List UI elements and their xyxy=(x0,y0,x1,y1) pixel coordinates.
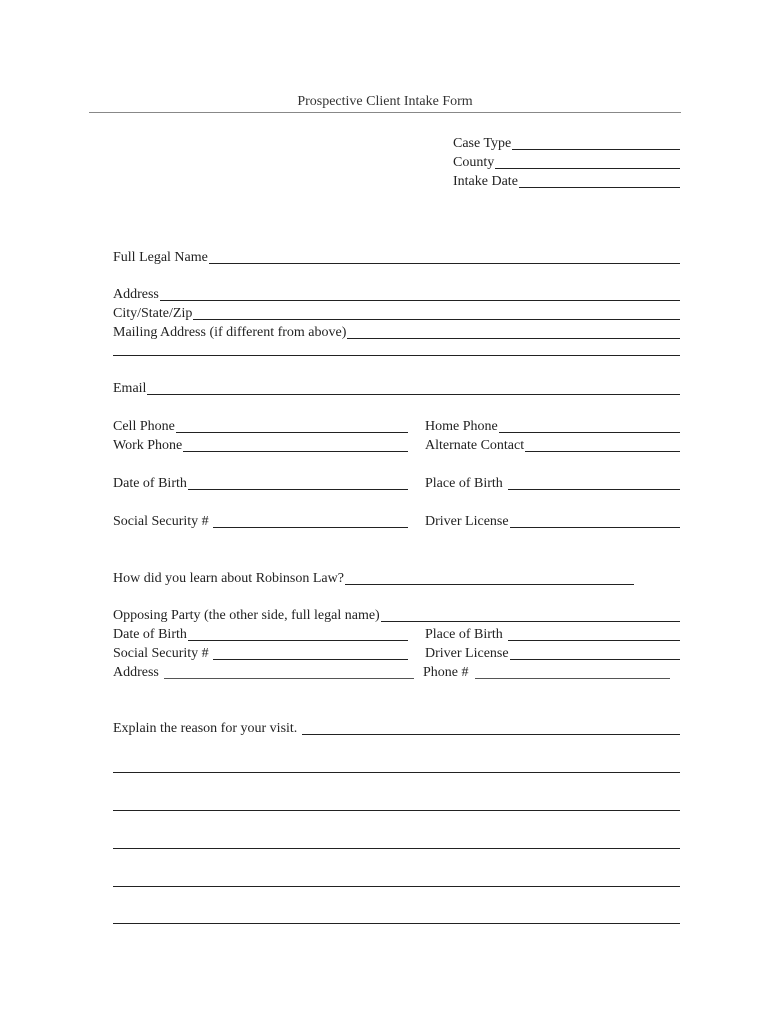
opp-date-of-birth-field[interactable] xyxy=(188,626,408,641)
opp-place-of-birth-label: Place of Birth xyxy=(425,627,503,642)
home-phone-field[interactable] xyxy=(499,418,680,433)
intake-date-label: Intake Date xyxy=(453,174,518,189)
opp-phone-row xyxy=(423,663,670,681)
city-state-zip-label: City/State/Zip xyxy=(113,306,193,321)
county-label: County xyxy=(453,155,495,170)
visit-reason-line-2[interactable] xyxy=(113,772,680,773)
address-label: Address xyxy=(113,287,159,302)
referral-label: How did you learn about Robinson Law? xyxy=(113,571,344,586)
home-phone-row xyxy=(425,417,680,435)
email-label: Email xyxy=(113,381,147,396)
visit-reason-label: Explain the reason for your visit. xyxy=(113,721,298,736)
opp-driver-license-label: Driver License xyxy=(425,646,509,661)
email-field[interactable] xyxy=(147,380,680,395)
driver-license-label: Driver License xyxy=(425,514,509,529)
visit-reason-field[interactable] xyxy=(302,720,680,735)
mailing-address-label: Mailing Address (if different from above) xyxy=(113,325,347,340)
city-state-zip-row xyxy=(113,304,680,322)
referral-row xyxy=(113,569,634,587)
date-of-birth-row xyxy=(113,474,408,492)
social-security-field[interactable] xyxy=(213,513,408,528)
date-of-birth-field[interactable] xyxy=(188,475,408,490)
address-field[interactable] xyxy=(160,286,680,301)
address-row xyxy=(113,285,680,303)
visit-reason-line-5[interactable] xyxy=(113,886,680,887)
cell-phone-row xyxy=(113,417,408,435)
title-divider xyxy=(89,112,681,113)
date-of-birth-label: Date of Birth xyxy=(113,476,187,491)
opp-driver-license-row xyxy=(425,644,680,662)
opp-phone-field[interactable] xyxy=(475,664,671,679)
alternate-contact-label: Alternate Contact xyxy=(425,438,525,453)
city-state-zip-field[interactable] xyxy=(193,305,680,320)
home-phone-label: Home Phone xyxy=(425,419,498,434)
mailing-address-row xyxy=(113,323,680,341)
county-field[interactable] xyxy=(495,154,680,169)
social-security-row xyxy=(113,512,408,530)
opposing-party-label: Opposing Party (the other side, full legal name) xyxy=(113,608,380,623)
opp-address-row xyxy=(113,663,414,681)
opp-address-field[interactable] xyxy=(164,664,414,679)
mailing-address-field[interactable] xyxy=(347,324,680,339)
social-security-label: Social Security # xyxy=(113,514,209,529)
case-type-field[interactable] xyxy=(512,135,680,150)
case-type-row xyxy=(453,134,680,152)
place-of-birth-field[interactable] xyxy=(508,475,680,490)
full-legal-name-field[interactable] xyxy=(209,249,680,264)
driver-license-row xyxy=(425,512,680,530)
work-phone-field[interactable] xyxy=(183,437,408,452)
opposing-party-field[interactable] xyxy=(381,607,680,622)
county-row xyxy=(453,153,680,171)
mailing-address-line-2[interactable] xyxy=(113,355,680,356)
place-of-birth-row xyxy=(425,474,680,492)
intake-date-field[interactable] xyxy=(519,173,680,188)
opp-address-label: Address xyxy=(113,665,159,680)
opp-social-security-row xyxy=(113,644,408,662)
opp-social-security-field[interactable] xyxy=(213,645,408,660)
cell-phone-field[interactable] xyxy=(176,418,408,433)
place-of-birth-label: Place of Birth xyxy=(425,476,503,491)
alternate-contact-field[interactable] xyxy=(525,437,680,452)
visit-reason-line-4[interactable] xyxy=(113,848,680,849)
opp-date-of-birth-label: Date of Birth xyxy=(113,627,187,642)
work-phone-label: Work Phone xyxy=(113,438,183,453)
driver-license-field[interactable] xyxy=(510,513,680,528)
full-legal-name-row xyxy=(113,248,680,266)
opp-date-of-birth-row xyxy=(113,625,408,643)
full-legal-name-label: Full Legal Name xyxy=(113,250,208,265)
opp-phone-label: Phone # xyxy=(423,665,469,680)
opposing-party-row xyxy=(113,606,680,624)
alternate-contact-row xyxy=(425,436,680,454)
case-type-label: Case Type xyxy=(453,136,512,151)
opp-social-security-label: Social Security # xyxy=(113,646,209,661)
visit-reason-line-3[interactable] xyxy=(113,810,680,811)
visit-reason-line-6[interactable] xyxy=(113,923,680,924)
opp-driver-license-field[interactable] xyxy=(510,645,680,660)
opp-place-of-birth-field[interactable] xyxy=(508,626,680,641)
page-title: Prospective Client Intake Form xyxy=(297,94,473,109)
opp-place-of-birth-row xyxy=(425,625,680,643)
cell-phone-label: Cell Phone xyxy=(113,419,175,434)
intake-date-row xyxy=(453,172,680,190)
email-row xyxy=(113,379,680,397)
visit-reason-row xyxy=(113,719,680,737)
referral-field[interactable] xyxy=(345,570,634,585)
work-phone-row xyxy=(113,436,408,454)
